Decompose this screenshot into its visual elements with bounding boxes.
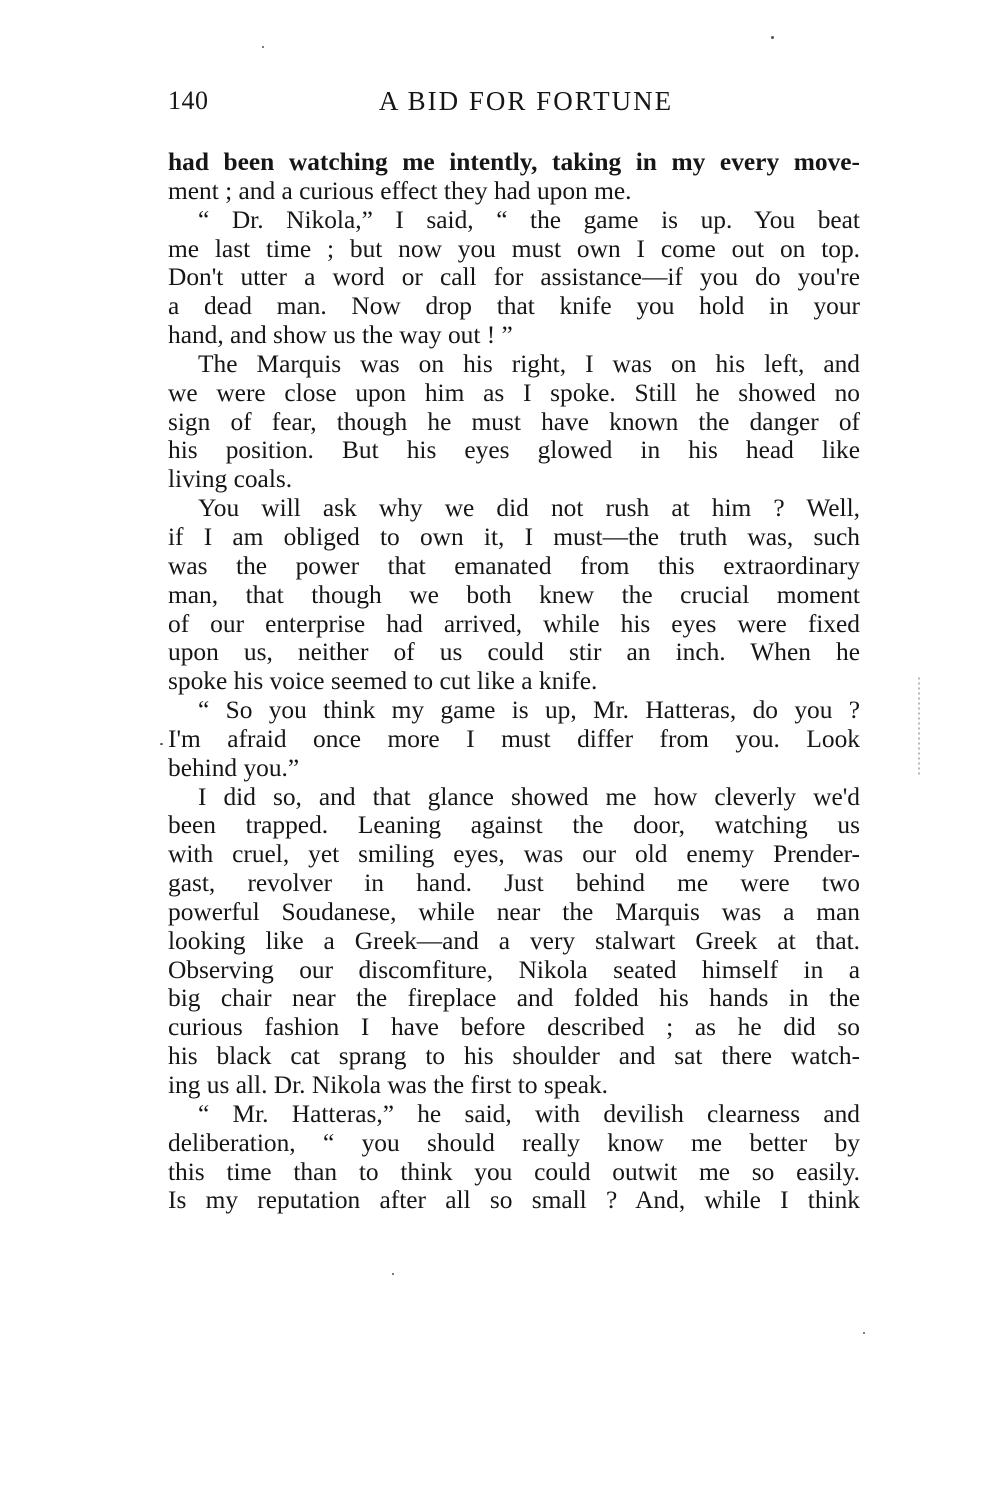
text-line: “ Mr. Hatteras,” he said, with devilish clearness and	[198, 1099, 860, 1128]
text-line: I did so, and that glance showed me how cleverly we'd	[198, 782, 860, 811]
text-line: behind you.”	[168, 753, 300, 782]
text-line: looking like a Greek—and a very stalwart Greek at that.	[168, 926, 860, 955]
margin-scan-dots	[917, 676, 921, 776]
body-text	[168, 148, 860, 1215]
text-line: ing us all. Dr. Nikola was the first to speak.	[168, 1071, 609, 1099]
text-line: of our enterprise had arrived, while his eyes were fixed	[168, 609, 860, 638]
text-line: had been watching me intently, taking in my every move-	[168, 148, 860, 176]
text-line: Don't utter a word or call for assistance—if you do you're	[168, 263, 860, 292]
text-line: The Marquis was on his right, I was on his left, and	[198, 349, 860, 378]
text-line: curious fashion I have before described ; as he did so	[168, 1013, 860, 1042]
text-line: been trapped. Leaning against the door, watching us	[168, 811, 860, 840]
scan-speck	[160, 743, 163, 745]
text-line: living coals.	[168, 465, 293, 494]
text-line: You will ask why we did not rush at him ? Well,	[198, 494, 860, 523]
text-line: sign of fear, though he must have known the danger of	[168, 407, 860, 436]
text-line: his black cat sprang to his shoulder and sat there watch-	[168, 1042, 860, 1071]
text-line: if I am obliged to own it, I must—the truth was, such	[168, 522, 860, 551]
text-line: Is my reputation after all so small ? And, while I think	[168, 1186, 860, 1215]
text-line: me last time ; but now you must own I come out on top.	[168, 234, 860, 263]
text-line: powerful Soudanese, while near the Marquis was a man	[168, 897, 860, 926]
scan-speck	[262, 46, 264, 48]
text-line: man, that though we both knew the crucial moment	[168, 580, 860, 609]
running-title: A BID FOR FORTUNE	[378, 86, 674, 116]
text-line: big chair near the fireplace and folded his hands in the	[168, 984, 860, 1013]
page-header	[168, 86, 860, 126]
scan-speck	[863, 1332, 865, 1334]
text-line: his position. But his eyes glowed in his head like	[168, 436, 860, 465]
text-line: a dead man. Now drop that knife you hold in your	[168, 292, 860, 321]
text-line: upon us, neither of us could stir an inch. When he	[168, 638, 860, 667]
scan-speck	[392, 1273, 394, 1275]
text-line: spoke his voice seemed to cut like a knife.	[168, 667, 598, 696]
text-line: this time than to think you could outwit me so easily.	[168, 1157, 860, 1186]
text-line: with cruel, yet smiling eyes, was our old enemy Prender-	[168, 840, 860, 869]
text-line: deliberation, “ you should really know me better by	[168, 1128, 860, 1157]
scan-speck	[771, 36, 774, 39]
text-line: hand, and show us the way out ! ”	[168, 321, 513, 350]
text-line: ment ; and a curious effect they had upon me.	[168, 176, 632, 205]
page-number: 140	[168, 86, 209, 115]
text-line: gast, revolver in hand. Just behind me were two	[168, 869, 860, 898]
text-line: “ Dr. Nikola,” I said, “ the game is up. You beat	[198, 205, 860, 234]
text-line: I'm afraid once more I must differ from you. Look	[168, 724, 860, 753]
text-line: was the power that emanated from this extraordinary	[168, 551, 860, 580]
text-line: “ So you think my game is up, Mr. Hatteras, do you ?	[198, 696, 860, 725]
text-line: Observing our discomfiture, Nikola seated himself in a	[168, 955, 860, 984]
text-line: we were close upon him as I spoke. Still he showed no	[168, 378, 860, 407]
